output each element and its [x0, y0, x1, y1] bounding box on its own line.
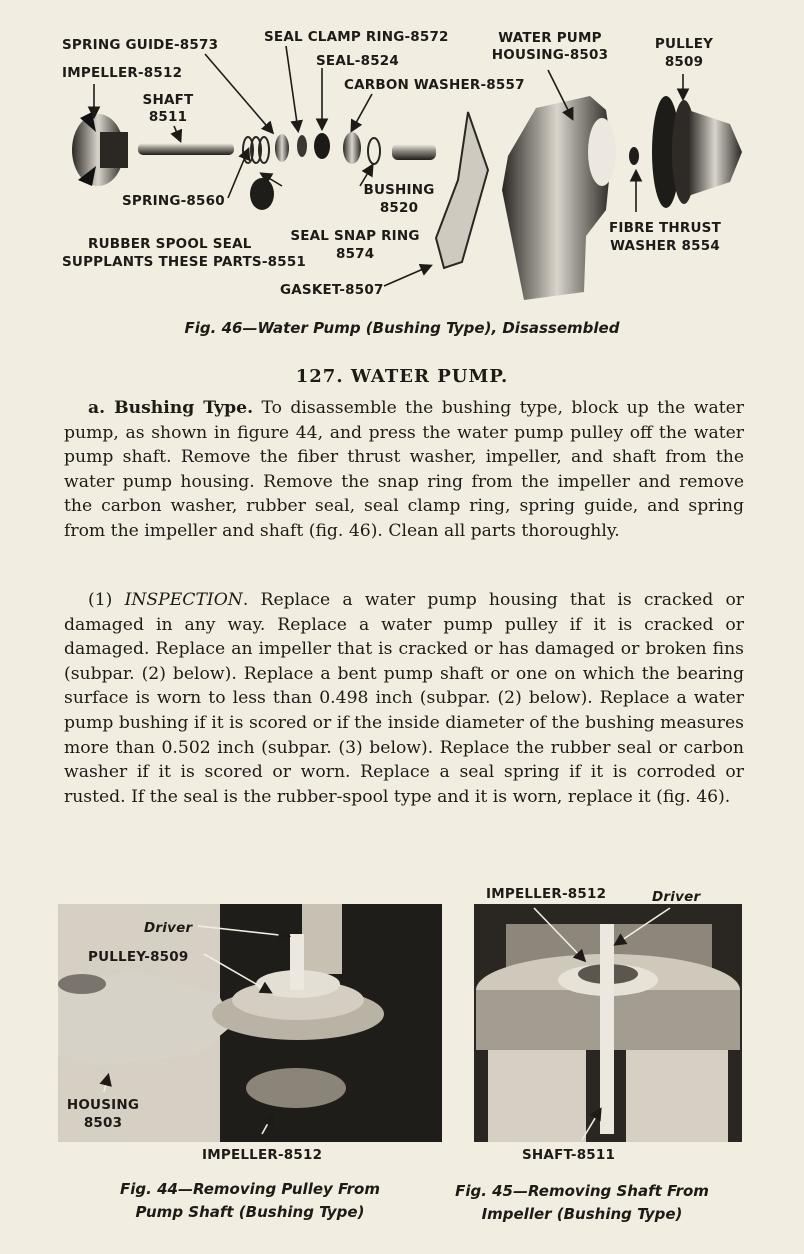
seal-clamp-ring-part: [297, 135, 307, 157]
label-bushing-line1: BUSHING: [363, 182, 435, 198]
figure-45-caption-line1: Fig. 45—Removing Shaft From: [455, 1182, 709, 1200]
paragraph-1-body: . Replace a water pump housing that is cracked or damaged in any way. Replace a water pump pulley if it is cracked or damaged. Replace an impeller that is cracked or has damaged or broken fins (subpar. (2) below). Replace a bent pump shaft or one on which the bearing surface is worn to less than 0.498 inch (subpar. (2) below). Replace a water pump bushing if it is scored or if the inside diameter of the bushing measures more than 0.502 inch (subpar. (3) below). Replace the rubber seal or carbon washer if it is scored or worn. Replace a seal spring if it is corroded or rusted. If the seal is the rubber-spool type and it is worn, replace it (fig. 46).: [64, 590, 745, 807]
label-pulley-line1: PULLEY: [654, 36, 714, 52]
water-pump-housing-part: [502, 96, 616, 300]
fig44-label-pulley: PULLEY-8509: [88, 949, 189, 965]
label-fibre-thrust-line1: FIBRE THRUST: [608, 220, 722, 236]
label-water-pump-housing-line1: WATER PUMP: [498, 30, 602, 46]
paragraph-a-lead: a. Bushing Type.: [88, 398, 254, 418]
section-heading: 127. WATER PUMP.: [295, 366, 509, 387]
label-seal-clamp-ring: SEAL CLAMP RING-8572: [264, 29, 449, 45]
pulley-part: [652, 96, 742, 208]
spring-part: [243, 137, 269, 163]
label-rubber-spool-line1: RUBBER SPOOL SEAL: [88, 236, 252, 252]
impeller-part: [72, 112, 128, 186]
spring-guide-part: [275, 134, 289, 162]
fig45-label-shaft: SHAFT-8511: [522, 1147, 616, 1163]
shaft-part: [138, 143, 234, 155]
paragraph-1: [64, 588, 744, 809]
label-carbon-washer: CARBON WASHER-8557: [344, 77, 525, 93]
paragraph-a-body: To disassemble the bushing type, block up the water pump, as shown in figure 44, and press the water pump pulley off the water pump shaft. Remove the fiber thrust washer, impeller, and shaft from the water pump housing. Remove the snap ring from the impeller and remove the carbon washer, rubber seal, seal clamp ring, spring guide, and spring from the impeller and shaft (fig. 46). Clean all parts thoroughly.: [64, 398, 744, 541]
figure-46: [0, 0, 804, 310]
label-seal: SEAL-8524: [316, 53, 399, 69]
fig45-label-driver: Driver: [652, 889, 701, 905]
label-water-pump-housing-line2: HOUSING-8503: [491, 47, 609, 63]
carbon-washer-part: [343, 132, 361, 164]
paragraph-a: [64, 396, 744, 544]
fig44-label-driver: Driver: [144, 920, 193, 936]
label-gasket: GASKET-8507: [280, 282, 384, 298]
figure-44-caption-line1: Fig. 44—Removing Pulley From: [120, 1180, 380, 1198]
fig44-label-housing-line1: HOUSING: [66, 1097, 140, 1113]
label-fibre-thrust-line2: WASHER 8554: [610, 238, 720, 254]
label-seal-snap-ring-line2: 8574: [336, 246, 375, 262]
label-spring: SPRING-8560: [122, 193, 225, 209]
bushing-part: [392, 144, 436, 160]
label-shaft-line2: 8511: [148, 109, 188, 125]
fibre-thrust-washer-part: [629, 147, 639, 165]
seal-snap-ring-part: [368, 138, 380, 164]
figure-45-photo: [474, 904, 742, 1142]
label-shaft-line1: SHAFT: [142, 92, 194, 108]
figure-45-caption-line2: Impeller (Bushing Type): [481, 1205, 683, 1223]
label-impeller: IMPELLER-8512: [62, 65, 183, 81]
label-spring-guide: SPRING GUIDE-8573: [62, 37, 219, 53]
paragraph-1-lead: INSPECTION: [124, 590, 243, 610]
seal-part: [314, 133, 330, 159]
label-rubber-spool-line2: SUPPLANTS THESE PARTS-8551: [62, 254, 307, 270]
fig45-label-impeller: IMPELLER-8512: [486, 886, 607, 902]
fig44-label-impeller: IMPELLER-8512: [202, 1147, 323, 1163]
figure-46-caption: Fig. 46—Water Pump (Bushing Type), Disassembled: [184, 319, 620, 337]
figure-45-drawing: [474, 904, 742, 1142]
label-seal-snap-ring-line1: SEAL SNAP RING: [290, 228, 420, 244]
figure-44-caption-line2: Pump Shaft (Bushing Type): [135, 1203, 365, 1221]
label-pulley-line2: 8509: [664, 54, 704, 70]
label-bushing-line2: 8520: [379, 200, 419, 216]
paragraph-1-number: (1): [88, 590, 125, 610]
rubber-spool-seal-part: [250, 178, 274, 210]
fig44-label-housing-line2: 8503: [83, 1115, 123, 1131]
gasket-part: [436, 112, 488, 268]
